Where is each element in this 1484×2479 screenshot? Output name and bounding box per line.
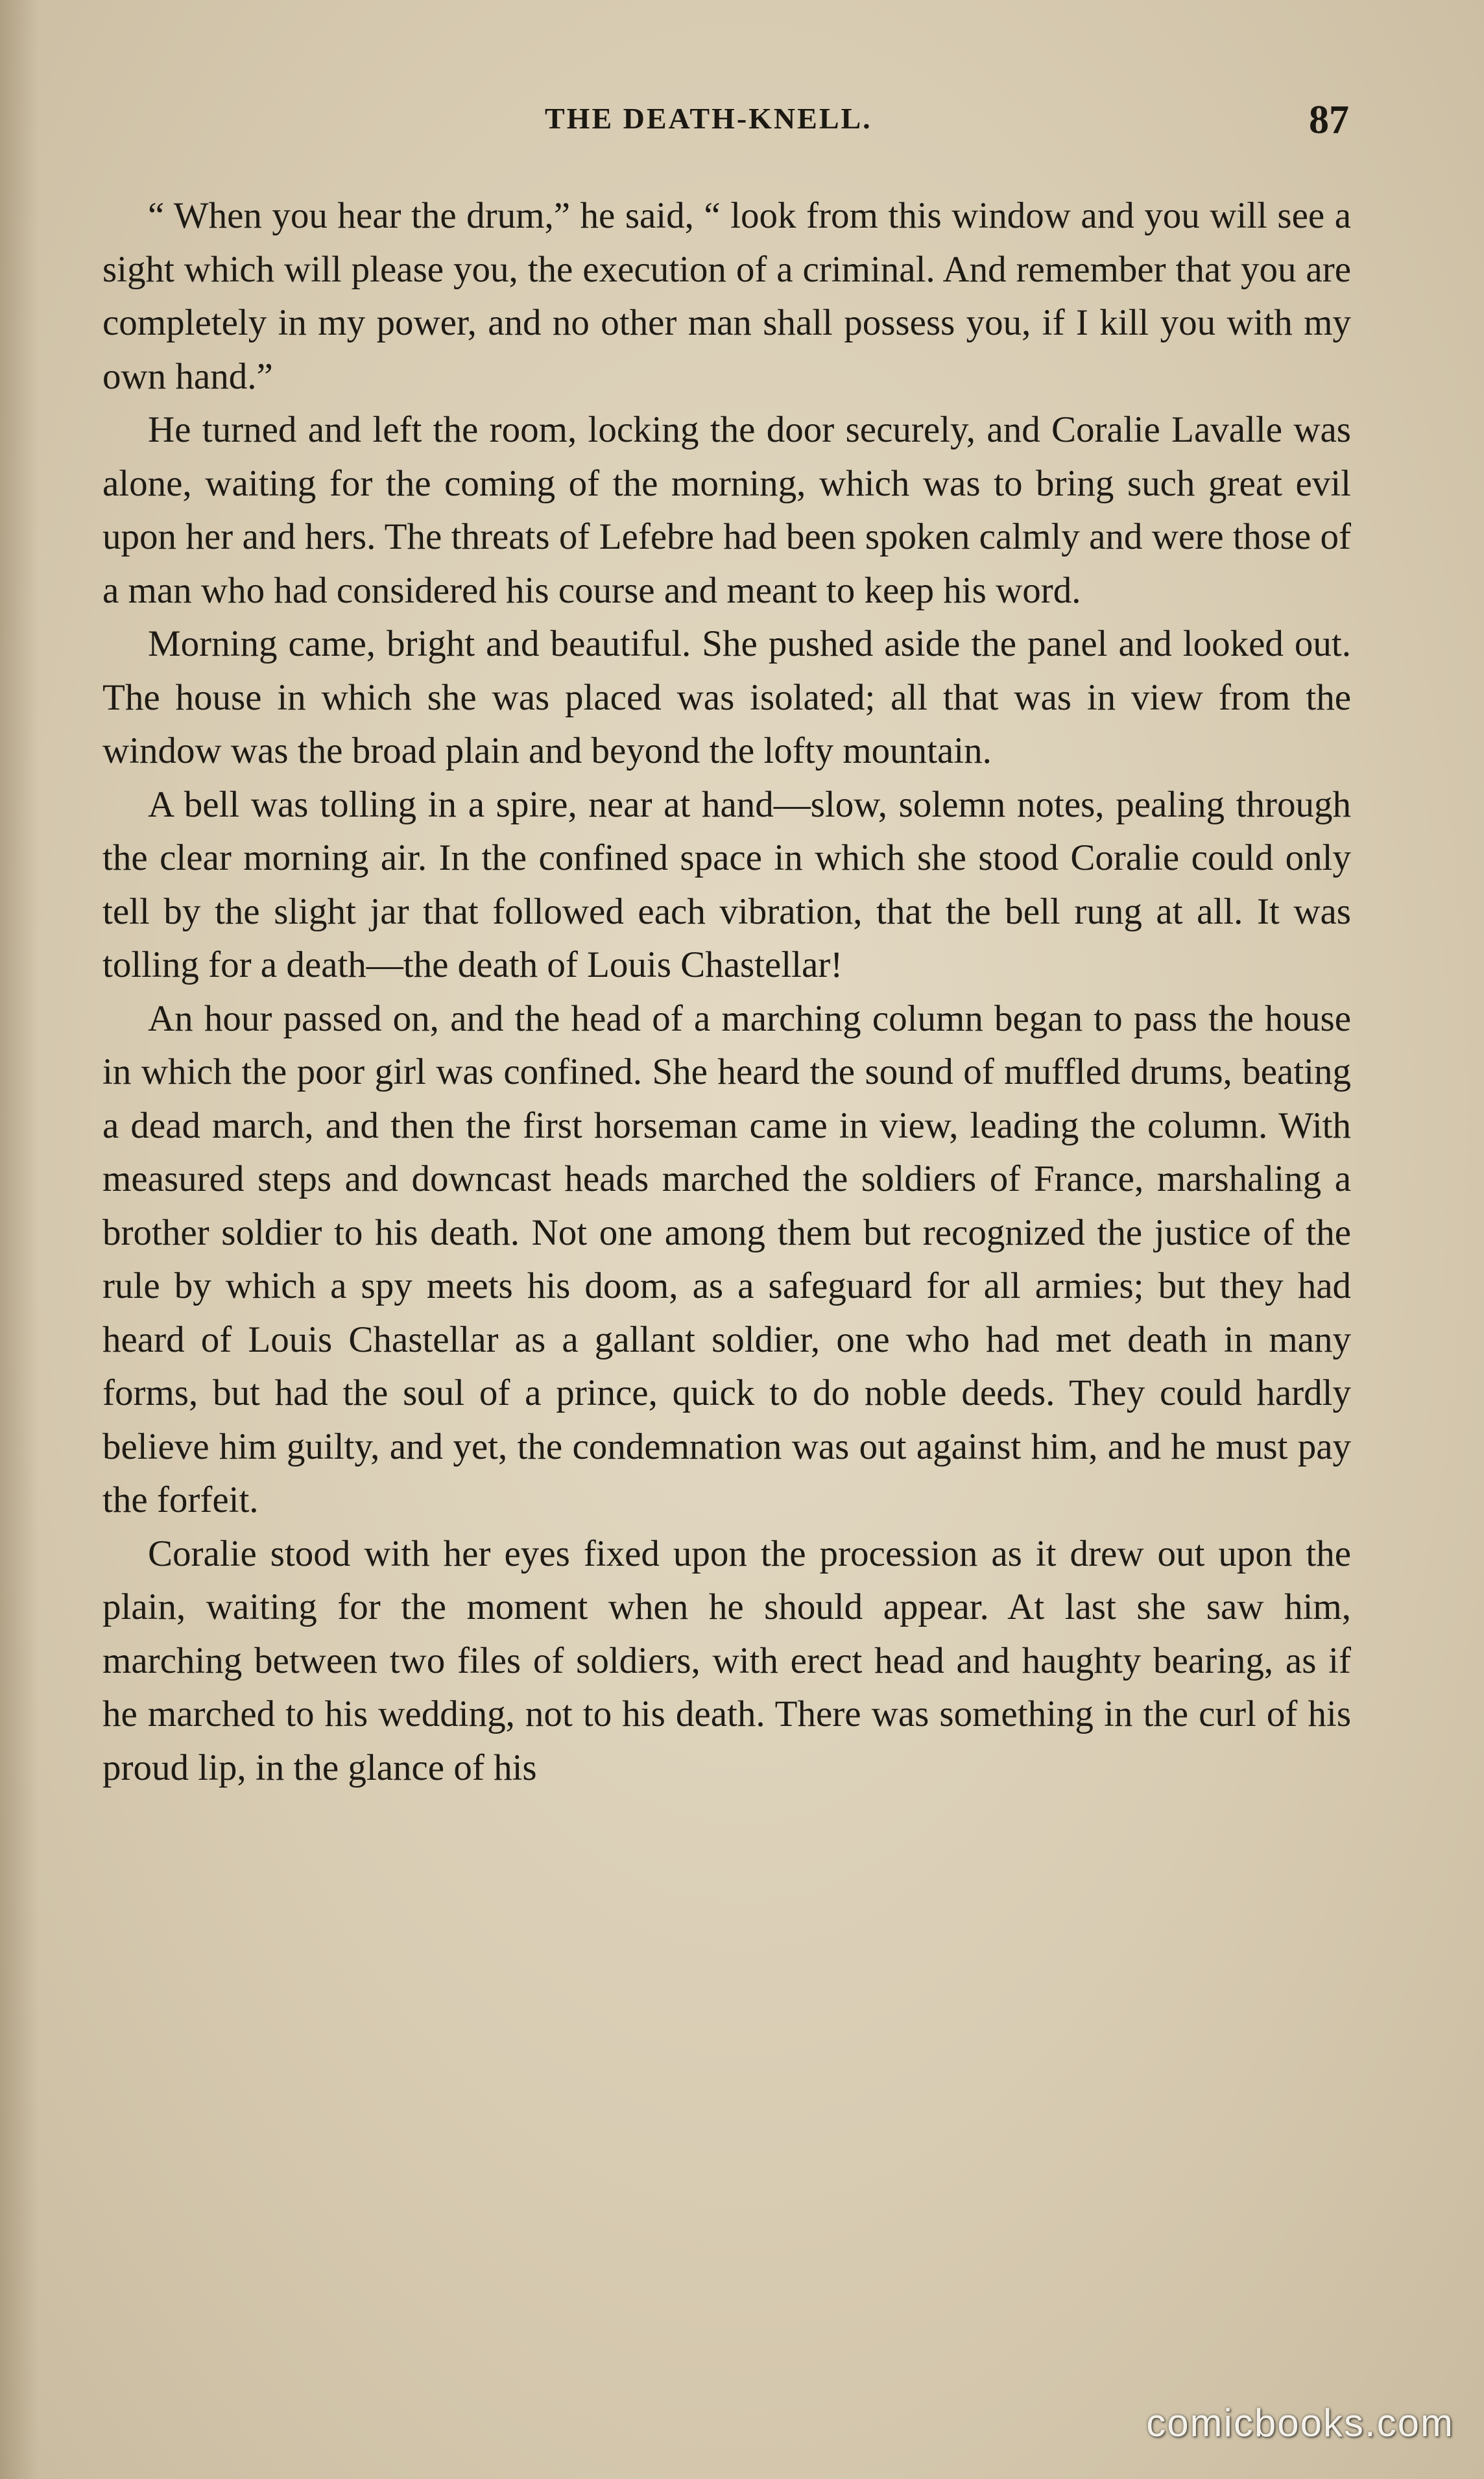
paragraph: An hour passed on, and the head of a marching column began to pass the house in which the poor girl was confined. She heard the sound of muffled drums, beating a dead march, and then the first horseman came in view, leading the column. With measured steps and downcast heads marched the soldiers of France, marshaling a brother soldier to his death. Not one among them but recognized the justice of the rule by which a spy meets his doom, as a safeguard for all armies; but they had heard of Louis Chastellar as a gallant soldier, one who had met death in many forms, but had the soul of a prince, quick to do noble deeds. They could hardly believe him guilty, and yet, the condemnation was out against him, and he must pay the forfeit. [102,998,1351,1520]
page-edge-shadow [0,0,39,2479]
page-number: 87 [1309,98,1349,142]
running-head: THE DEATH-KNELL. [545,102,872,135]
body-text [102,189,1351,1795]
paragraph: A bell was tolling in a spire, near at hand—slow, solemn notes, pealing through the clear morning air. In the confined space in which she stood Coralie could only tell by the slight jar that followed each vibration, that the bell rung at all. It was tolling for a death—the death of Louis Chastellar! [102,784,1351,985]
page-header [0,97,1484,149]
paragraph: “ When you hear the drum,” he said, “ look from this window and you will see a sight which will please you, the execution of a criminal. And remember that you are completely in my power, and no other man shall possess you, if I kill you with my own hand.” [102,195,1351,397]
paragraph: Morning came, bright and beautiful. She pushed aside the panel and looked out. The house in which she was placed was isolated; all that was in view from the window was the broad plain and beyond the lofty mountain. [102,623,1351,771]
watermark: comicbooks.com [1146,2401,1454,2445]
paragraph: Coralie stood with her eyes fixed upon the procession as it drew out upon the plain, waiting for the moment when he should appear. At last she saw him, marching between two files of soldiers, with erect head and haughty bearing, as if he marched to his wedding, not to his death. There was something in the curl of his proud lip, in the glance of his [102,1533,1351,1788]
paragraph: He turned and left the room, locking the door securely, and Coralie Lavalle was alone, waiting for the coming of the morning, which was to bring such great evil upon her and hers. The threats of Lefebre had been spoken calmly and were those of a man who had considered his course and meant to keep his word. [102,409,1351,611]
